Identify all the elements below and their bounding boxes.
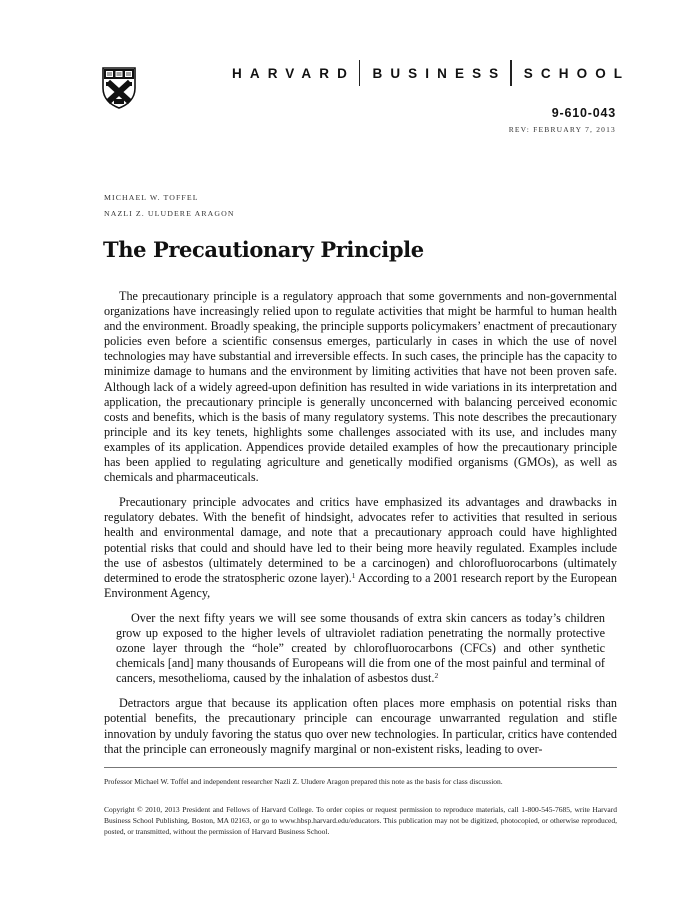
body-paragraph: The precautionary principle is a regulatory approach that some governments and non-governmental organizations have increasingly relied upon to regulate activities that might be harmful to human health and the environment. Broadly speaking, the principle supports policymakers’ enactment of precautionary policies even before a scientific consensus emerges, particularly in cases in which the use of novel technologies may have substantial and irreversible effects. In such cases, the principle has the capacity to minimize damage to humans and the environment by limiting activities that have not been proven safe. Although lack of a widely agreed-upon definition has resulted in wide variations in its interpretation and application, the precautionary principle is generally unconcerned with balancing perceived economic costs and benefits, which is the basis of many regulatory systems. This note describes the precautionary principle and its key tenets, highlights some challenges associated with its use, and includes many examples of its application. Appendices provide detailed examples of how the precautionary principle has been applied to regulating agriculture and genetically modified organisms (GMOs), as well as chemicals and pharmaceuticals. (104, 289, 617, 485)
footer-divider (104, 767, 617, 768)
copyright-notice: Copyright © 2010, 2013 President and Fellows of Harvard College. To order copies or request permission to reproduce materials, call 1-800-545-7685, write Harvard Business School Publishing, Boston, MA 02163, or go to www.hbsp.harvard.edu/educators. This publication may not be digitized, photocopied, or otherwise reproduced, posted, or transmitted, without the permission of Harvard Business School. (104, 805, 617, 836)
document-number: 9-610-043 (551, 106, 616, 120)
document-title: The Precautionary Principle (103, 237, 424, 262)
masthead (232, 62, 630, 84)
quote-text: Over the next fifty years we will see some thousands of extra skin cancers as today’s children grow up exposed to the higher levels of ultraviolet radiation penetrating the normally protective ozone layer through the “hole” created by chlorofluorocarbons (CFCs) and other synthetic chemicals [and] many thousands of Europeans will die from one of the most painful and terminal of cancers, mesothelioma, caused by the inhalation of asbestos dust. (116, 610, 605, 686)
revision-date: REV: FEBRUARY 7, 2013 (508, 125, 616, 134)
author-name: MICHAEL W. TOFFEL (104, 193, 199, 202)
block-quote (116, 611, 605, 686)
masthead-divider (359, 60, 361, 86)
masthead-harvard: HARVARD (232, 65, 355, 81)
footnote-ref[interactable]: 2 (434, 671, 439, 681)
masthead-school: SCHOOL (523, 65, 631, 81)
document-body (104, 289, 617, 767)
body-paragraph (104, 495, 617, 601)
body-paragraph: Detractors argue that because its application often places more emphasis on potential risks than potential benefits, the precautionary principle can encourage unwarranted regulation and stifle innovation by unduly favoring the status quo over new technologies. In particular, critics have contended that the principle can erroneously magnify marginal or non-existent risks, leading to over- (104, 696, 617, 756)
author-name: NAZLI Z. ULUDERE ARAGON (104, 209, 235, 218)
paragraph-text: Precautionary principle advocates and critics have emphasized its advantages and drawbacks in regulatory debates. With the benefit of hindsight, advocates refer to activities that resulted in serious health and environmental damage, and note that a precautionary approach could have highlighted potential risks that could and should have led to their being more heavily regulated. Examples include the use of asbestos (ultimately determined to be a carcinogen) and chlorofluorocarbons (ultimately determined to erode the stratospheric ozone layer). (104, 495, 617, 585)
paragraph-text: According to a 2001 research report by the European Environment Agency, (104, 570, 617, 600)
preparation-note: Professor Michael W. Toffel and independent researcher Nazli Z. Uludere Aragon prepared this note as the basis for class discussion. (104, 777, 503, 786)
masthead-divider (510, 60, 512, 86)
footnote-ref[interactable]: 1 (351, 570, 356, 580)
author-list (104, 190, 235, 222)
masthead-business: BUSINESS (372, 65, 507, 81)
harvard-shield-crest-icon (101, 66, 137, 110)
